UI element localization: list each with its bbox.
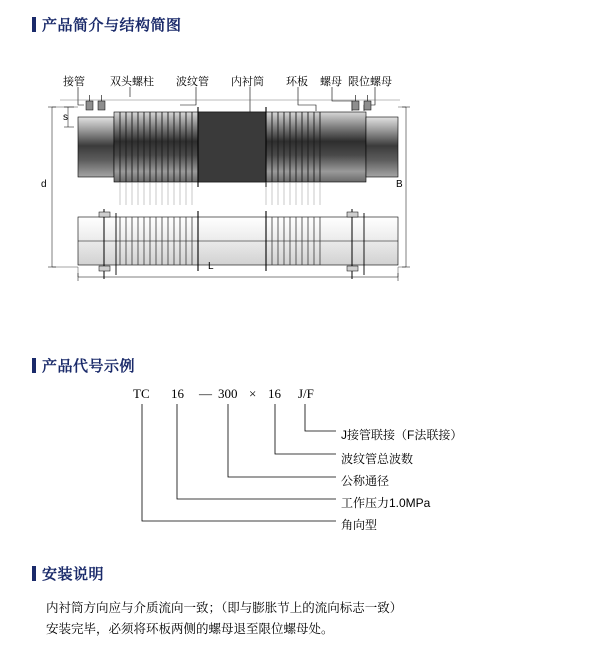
callout-label-3: 内衬筒 <box>231 76 264 88</box>
section-title-intro <box>32 14 182 35</box>
code-token-6: J/F <box>298 386 314 401</box>
code-desc-1: 波纹管总波数 <box>341 452 414 466</box>
code-desc-3: 工作压力1.0MPa <box>341 496 431 510</box>
code-desc-4: 角向型 <box>341 518 378 532</box>
code-leader-lines <box>0 378 600 543</box>
section-title-code <box>32 355 135 376</box>
callout-label-4: 环板 <box>286 76 308 88</box>
diagram-drawing <box>0 45 600 345</box>
dimension-label-d: d <box>41 179 47 190</box>
title-accent-bar-2 <box>32 358 36 373</box>
section-title-install <box>32 563 104 584</box>
callout-label-1: 双头螺柱 <box>110 76 154 88</box>
section-title-intro-text: 产品简介与结构简图 <box>42 17 182 34</box>
code-desc-2: 公称通径 <box>341 474 390 488</box>
install-notes <box>46 598 566 640</box>
install-note-line-1: 内衬筒方向应与介质流向一致；（即与膨胀节上的流向标志一致） <box>46 601 403 615</box>
code-token-3: 300 <box>218 386 238 401</box>
callout-label-5: 螺母 <box>320 76 342 88</box>
section-title-install-text: 安装说明 <box>42 566 105 583</box>
title-accent-bar <box>32 17 36 32</box>
callout-label-2: 波纹管 <box>176 76 209 88</box>
title-accent-bar-3 <box>32 566 36 581</box>
callout-label-6: 限位螺母 <box>348 76 392 88</box>
dimension-label-B: B <box>396 179 403 190</box>
code-desc-0: J接管联接（F法联接） <box>341 428 463 442</box>
install-note-line-2: 安装完毕，必须将环板两侧的螺母退至限位螺母处。 <box>46 622 334 636</box>
dimension-label-L: L <box>208 261 214 272</box>
code-token-2: — <box>199 386 212 401</box>
callout-label-0: 接管 <box>63 76 85 88</box>
code-token-0: TC <box>133 386 150 401</box>
code-token-1: 16 <box>171 386 184 401</box>
code-token-5: 16 <box>268 386 281 401</box>
dimension-label-s: s <box>63 112 68 123</box>
code-token-4: × <box>249 386 257 401</box>
section-title-code-text: 产品代号示例 <box>42 358 136 375</box>
structure-diagram <box>0 45 600 345</box>
product-code-example <box>0 378 600 543</box>
